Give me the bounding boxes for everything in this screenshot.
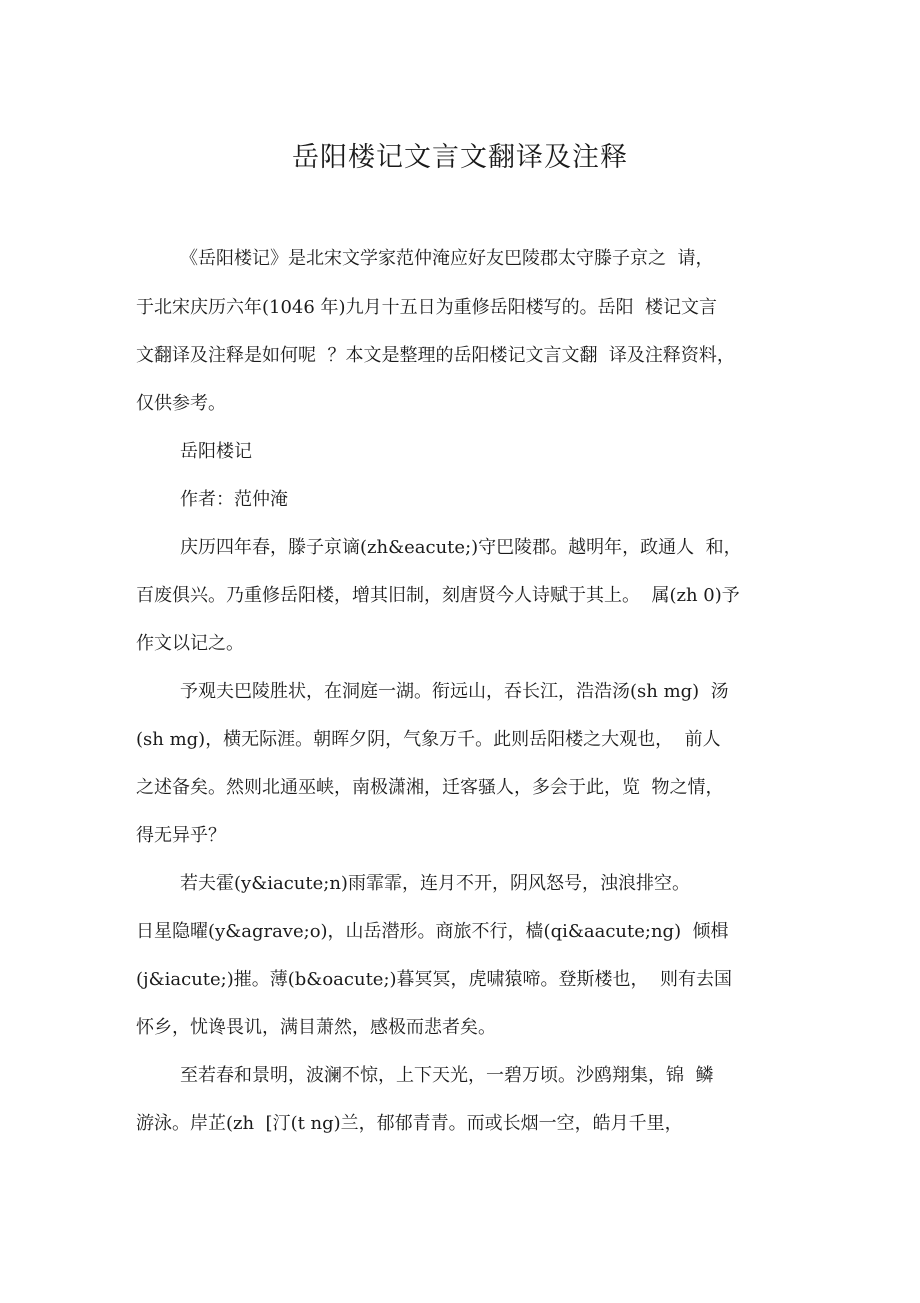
document-title: 岳阳楼记文言文翻译及注释 xyxy=(292,142,628,173)
text-line: 得无异乎？ xyxy=(136,825,226,846)
text-line: 作文以记之。 xyxy=(136,633,244,654)
text-line: 若夫霍(y&iacute;n)雨霏霏，连月不开，阴风怒号，浊浪排空。 xyxy=(180,873,690,894)
text-line: (j&iacute;)摧。薄(b&oacute;)暮冥冥，虎啸猿啼。登斯楼也， 则有去国 xyxy=(136,969,732,990)
text-line: 仅供参考。 xyxy=(136,393,226,414)
text-line: 之述备矣。然则北通巫峡，南极潇湘，迁客骚人，多会于此，览 物之情， xyxy=(136,777,724,798)
text-line: (sh mg)，横无际涯。朝晖夕阴，气象万千。此则岳阳楼之大观也， 前人 xyxy=(136,729,721,750)
text-line: 怀乡，忧谗畏讥，满目萧然，感极而悲者矣。 xyxy=(136,1017,496,1038)
text-line: 作者：范仲淹 xyxy=(180,489,288,510)
text-line: 予观夫巴陵胜状，在洞庭一湖。衔远山，吞长江，浩浩汤(sh mg) 汤 xyxy=(180,681,729,702)
text-line: 庆历四年春，滕子京谪(zh&eacute;)守巴陵郡。越明年，政通人 和， xyxy=(180,537,742,558)
text-line: 至若春和景明，波澜不惊，上下天光，一碧万顷。沙鸥翔集，锦 鳞 xyxy=(180,1065,714,1086)
text-line: 《岳阳楼记》是北宋文学家范仲淹应好友巴陵郡太守滕子京之 请， xyxy=(180,248,714,269)
text-line: 于北宋庆历六年(1046 年)九月十五日为重修岳阳楼写的。岳阳 楼记文言 xyxy=(136,297,718,318)
text-line: 百废俱兴。乃重修岳阳楼，增其旧制，刻唐贤今人诗赋于其上。 属(zh 0)予 xyxy=(136,585,740,606)
text-line: 岳阳楼记 xyxy=(180,441,252,462)
text-line: 文翻译及注释是如何呢 ？本文是整理的岳阳楼记文言文翻 译及注释资料， xyxy=(136,345,735,366)
text-line: 日星隐曜(y&agrave;o)，山岳潜形。商旅不行，樯(qi&aacute;ng) 倾楫 xyxy=(136,921,729,942)
text-line: 游泳。岸芷(zh [汀(t ng)兰，郁郁青青。而或长烟一空，皓月千里， xyxy=(136,1113,683,1134)
